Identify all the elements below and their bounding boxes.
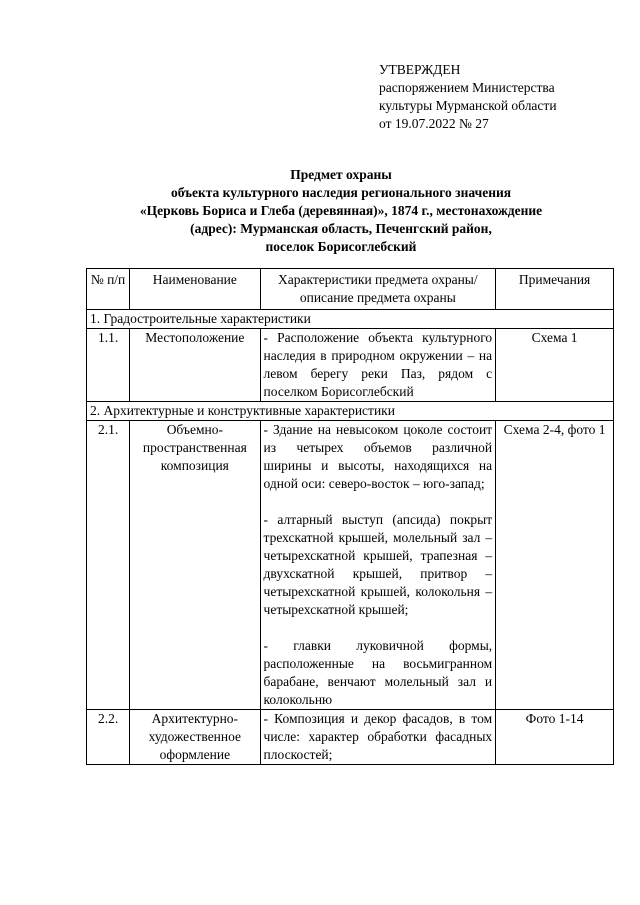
table-row xyxy=(87,421,614,710)
table-row xyxy=(87,710,614,765)
title-line-2: объекта культурного наследия регионального значения xyxy=(170,185,512,200)
row-name: Архитектурно-художественное оформление xyxy=(130,710,260,765)
row-name: Местоположение xyxy=(130,329,260,402)
section-title: 1. Градостроительные характеристики xyxy=(87,310,614,329)
header-name: Наименование xyxy=(130,269,260,310)
title-line-3: «Церковь Бориса и Глеба (деревянная)», 1874 г., местонахождение xyxy=(139,203,543,218)
protection-subject-table xyxy=(86,268,614,765)
document-title xyxy=(60,166,622,256)
approval-block xyxy=(379,61,619,133)
title-line-4: (адрес): Мурманская область, Печенгский район, xyxy=(190,221,492,236)
row-note: Схема 1 xyxy=(496,329,614,402)
characteristic-paragraph: - Здание на невысоком цоколе состоит из четырех объемов различной ширины и высоты, находящихся на одной оси: северо-восток – юго-запад; xyxy=(263,422,493,491)
row-name: Объемно-пространственная композиция xyxy=(130,421,260,710)
characteristic-paragraph: - Расположение объекта культурного наследия в природном окружении – на левом берегу реки Паз, рядом с поселком Борисоглебский xyxy=(263,330,493,399)
row-characteristics xyxy=(260,421,496,710)
approval-line-1: УТВЕРЖДЕН xyxy=(379,62,461,77)
table-row xyxy=(87,329,614,402)
characteristic-paragraph: - главки луковичной формы, расположенные на восьмигранном барабане, венчают молельный зал и колокольню xyxy=(263,638,493,707)
header-characteristics: Характеристики предмета охраны/ описание предмета охраны xyxy=(260,269,496,310)
characteristic-paragraph: - алтарный выступ (апсида) покрыт трехскатной крышей, молельный зал – четырехскатной крышей, трапезная – двухскатной крышей, притвор – четырехскатной крышей, колокольня – четырехскатной крышей; xyxy=(263,512,493,617)
section-title: 2. Архитектурные и конструктивные характеристики xyxy=(87,402,614,421)
row-note: Фото 1-14 xyxy=(496,710,614,765)
approval-line-4: от 19.07.2022 № 27 xyxy=(379,116,489,131)
header-num: № п/п xyxy=(87,269,130,310)
section-row xyxy=(87,402,614,421)
section-row xyxy=(87,310,614,329)
title-line-5: поселок Борисоглебский xyxy=(265,239,417,254)
row-note: Схема 2-4, фото 1 xyxy=(496,421,614,710)
row-characteristics xyxy=(260,329,496,402)
row-num: 1.1. xyxy=(87,329,130,402)
approval-line-3: культуры Мурманской области xyxy=(379,98,557,113)
characteristic-paragraph: - Композиция и декор фасадов, в том числе: характер обработки фасадных плоскостей; xyxy=(263,711,493,762)
title-line-1: Предмет охраны xyxy=(290,167,392,182)
row-characteristics xyxy=(260,710,496,765)
row-num: 2.2. xyxy=(87,710,130,765)
table-header-row xyxy=(87,269,614,310)
row-num: 2.1. xyxy=(87,421,130,710)
approval-line-2: распоряжением Министерства xyxy=(379,80,555,95)
header-notes: Примечания xyxy=(496,269,614,310)
